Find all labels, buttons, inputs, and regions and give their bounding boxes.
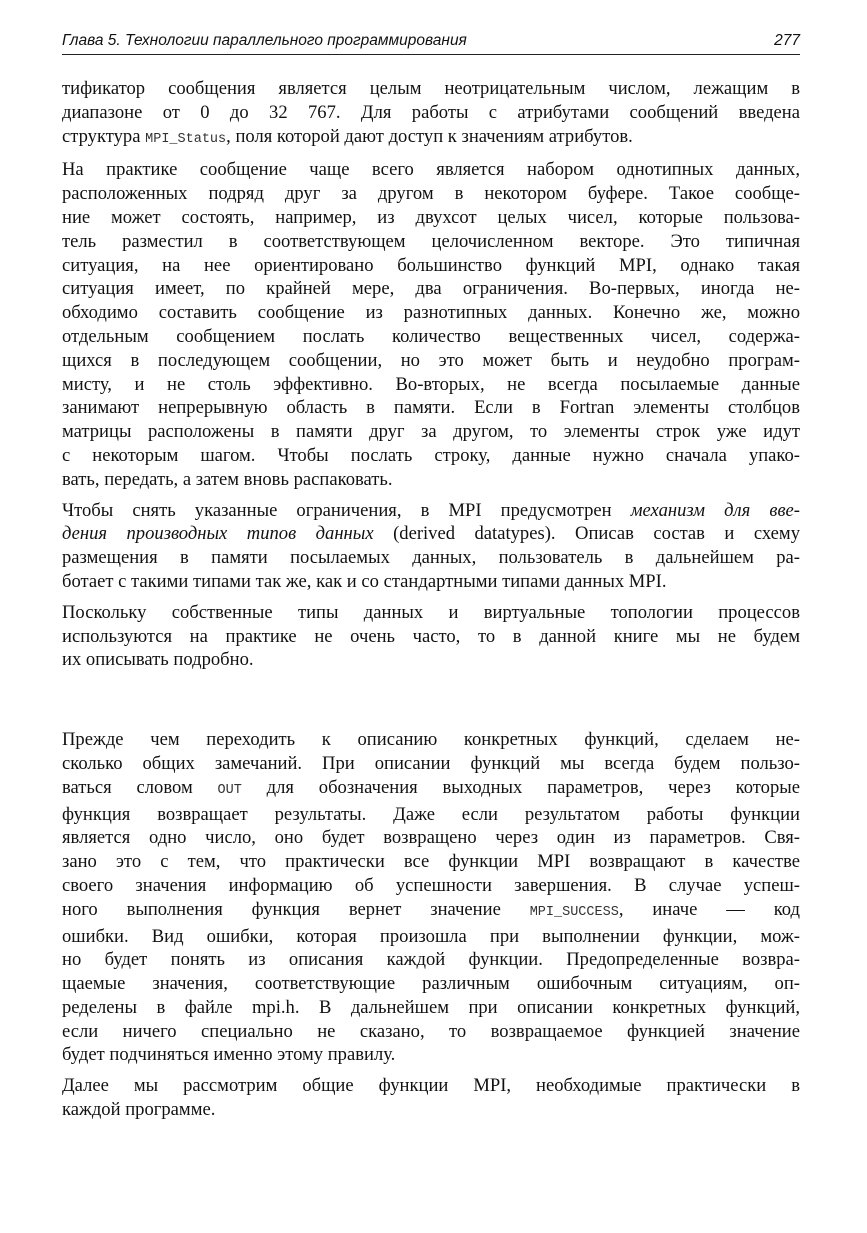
paragraph <box>62 158 800 491</box>
inline-code: OUT <box>217 782 242 798</box>
text-line: ситуация имеет, по крайней мере, два ограничения. Во-первых, иногда не- <box>62 278 800 300</box>
text-line: На практике сообщение чаще всего является набором однотипных данных, <box>62 159 800 181</box>
text-line: диапазоне от 0 до 32 767. Для работы с атрибутами сообщений введена <box>62 101 800 123</box>
text-line: щаемые значения, соответствующие различным ошибочным ситуациям, оп- <box>62 973 800 995</box>
text-line: если ничего специально не сказано, то возвращаемое функцией значение <box>62 1020 800 1042</box>
text-line: каждой программе. <box>62 1099 216 1121</box>
text-line: мисту, и не столь эффективно. Во-вторых, не всегда посылаемые данные <box>62 373 800 395</box>
text-line: ситуация, на нее ориентировано большинство функций MPI, однако такая <box>62 254 800 276</box>
text-line: своего значения информацию об успешности завершения. В случае успеш- <box>62 874 800 896</box>
paragraph <box>62 499 800 594</box>
text-line: но будет понять из описания каждой функции. Предопределенные возвра- <box>62 949 800 971</box>
text-line: Чтобы снять указанные ограничения, в MPI предусмотрен механизм для вве- <box>62 499 800 521</box>
text-line: их описывать подробно. <box>62 649 254 671</box>
text-line: ределены в файле mpi.h. В дальнейшем при описании конкретных функций, <box>62 996 800 1018</box>
text-line: является одно число, оно будет возвращено через один из параметров. Свя- <box>62 827 800 849</box>
text-line: сколько общих замечаний. При описании функций мы всегда будем пользо- <box>62 752 800 774</box>
body-text <box>62 77 800 1122</box>
paragraph <box>62 1074 800 1122</box>
inline-code: MPI_SUCCESS <box>529 904 619 920</box>
text-line: Поскольку собственные типы данных и виртуальные топологии процессов <box>62 601 800 623</box>
text-line: используются на практике не очень часто, то в данной книге мы не будем <box>62 625 800 647</box>
paragraph <box>62 601 800 672</box>
text-line: функция возвращает результаты. Даже если результатом работы функции <box>62 803 800 825</box>
text-line: размещения в памяти посылаемых данных, пользователь в дальнейшем ра- <box>62 547 800 569</box>
text-line: отдельным сообщением послать количество вещественных чисел, содержа- <box>62 325 800 347</box>
text-line: Далее мы рассмотрим общие функции MPI, необходимые практически в <box>62 1075 800 1097</box>
inline-code: MPI_Status <box>145 131 227 147</box>
paragraph <box>62 728 800 1067</box>
text-line: тификатор сообщения является целым неотрицательным числом, лежащим в <box>62 78 800 99</box>
text-line: Прежде чем переходить к описанию конкретных функций, сделаем не- <box>62 729 800 751</box>
text-line: ваться словом OUT для обозначения выходных параметров, через которые <box>62 776 801 798</box>
text-line: зано это с тем, что практически все функции MPI возвращают в качестве <box>62 851 800 873</box>
emphasis: механизм для вве- <box>630 499 800 521</box>
text-line: дения производных типов данных (derived datatypes). Описав состав и схему <box>62 523 800 545</box>
page-number: 277 <box>774 32 800 49</box>
text-line: будет подчиняться именно этому правилу. <box>62 1044 396 1066</box>
text-line: щихся в последующем сообщении, но это может быть и неудобно програм- <box>62 349 800 371</box>
text-line: матрицы расположены в памяти друг за другом, то элементы строк уже идут <box>62 421 800 443</box>
text-line: с некоторым шагом. Чтобы послать строку, данные нужно сначала упако- <box>62 444 800 466</box>
text-line: ние может состоять, например, из двухсот целых чисел, которые пользова- <box>62 206 800 228</box>
chapter-title: Глава 5. Технологии параллельного программирования <box>62 32 467 49</box>
text-line: занимают непрерывную область в памяти. Если в Fortran элементы столбцов <box>62 397 800 419</box>
running-header <box>62 32 800 55</box>
text-line: вать, передать, а затем вновь распаковать. <box>62 468 393 490</box>
text-line: ботает с такими типами так же, как и со стандартными типами данных MPI. <box>62 570 667 592</box>
emphasis: дения производных типов данных <box>62 523 374 545</box>
text-line: расположенных подряд друг за другом в некотором буфере. Такое сообще- <box>62 183 800 205</box>
text-line: обходимо составить сообщение из разнотипных данных. Конечно же, можно <box>62 302 800 324</box>
text-line: структура MPI_Status, поля которой дают доступ к значениям атрибутов. <box>62 125 633 147</box>
paragraph <box>62 77 800 151</box>
text-line: ного выполнения функция вернет значение MPI_SUCCESS, иначе — код <box>62 898 801 920</box>
text-line: тель разместил в соответствующем целочисленном векторе. Это типичная <box>62 230 800 252</box>
text-line: ошибки. Вид ошибки, которая произошла при выполнении функции, мож- <box>62 925 800 947</box>
